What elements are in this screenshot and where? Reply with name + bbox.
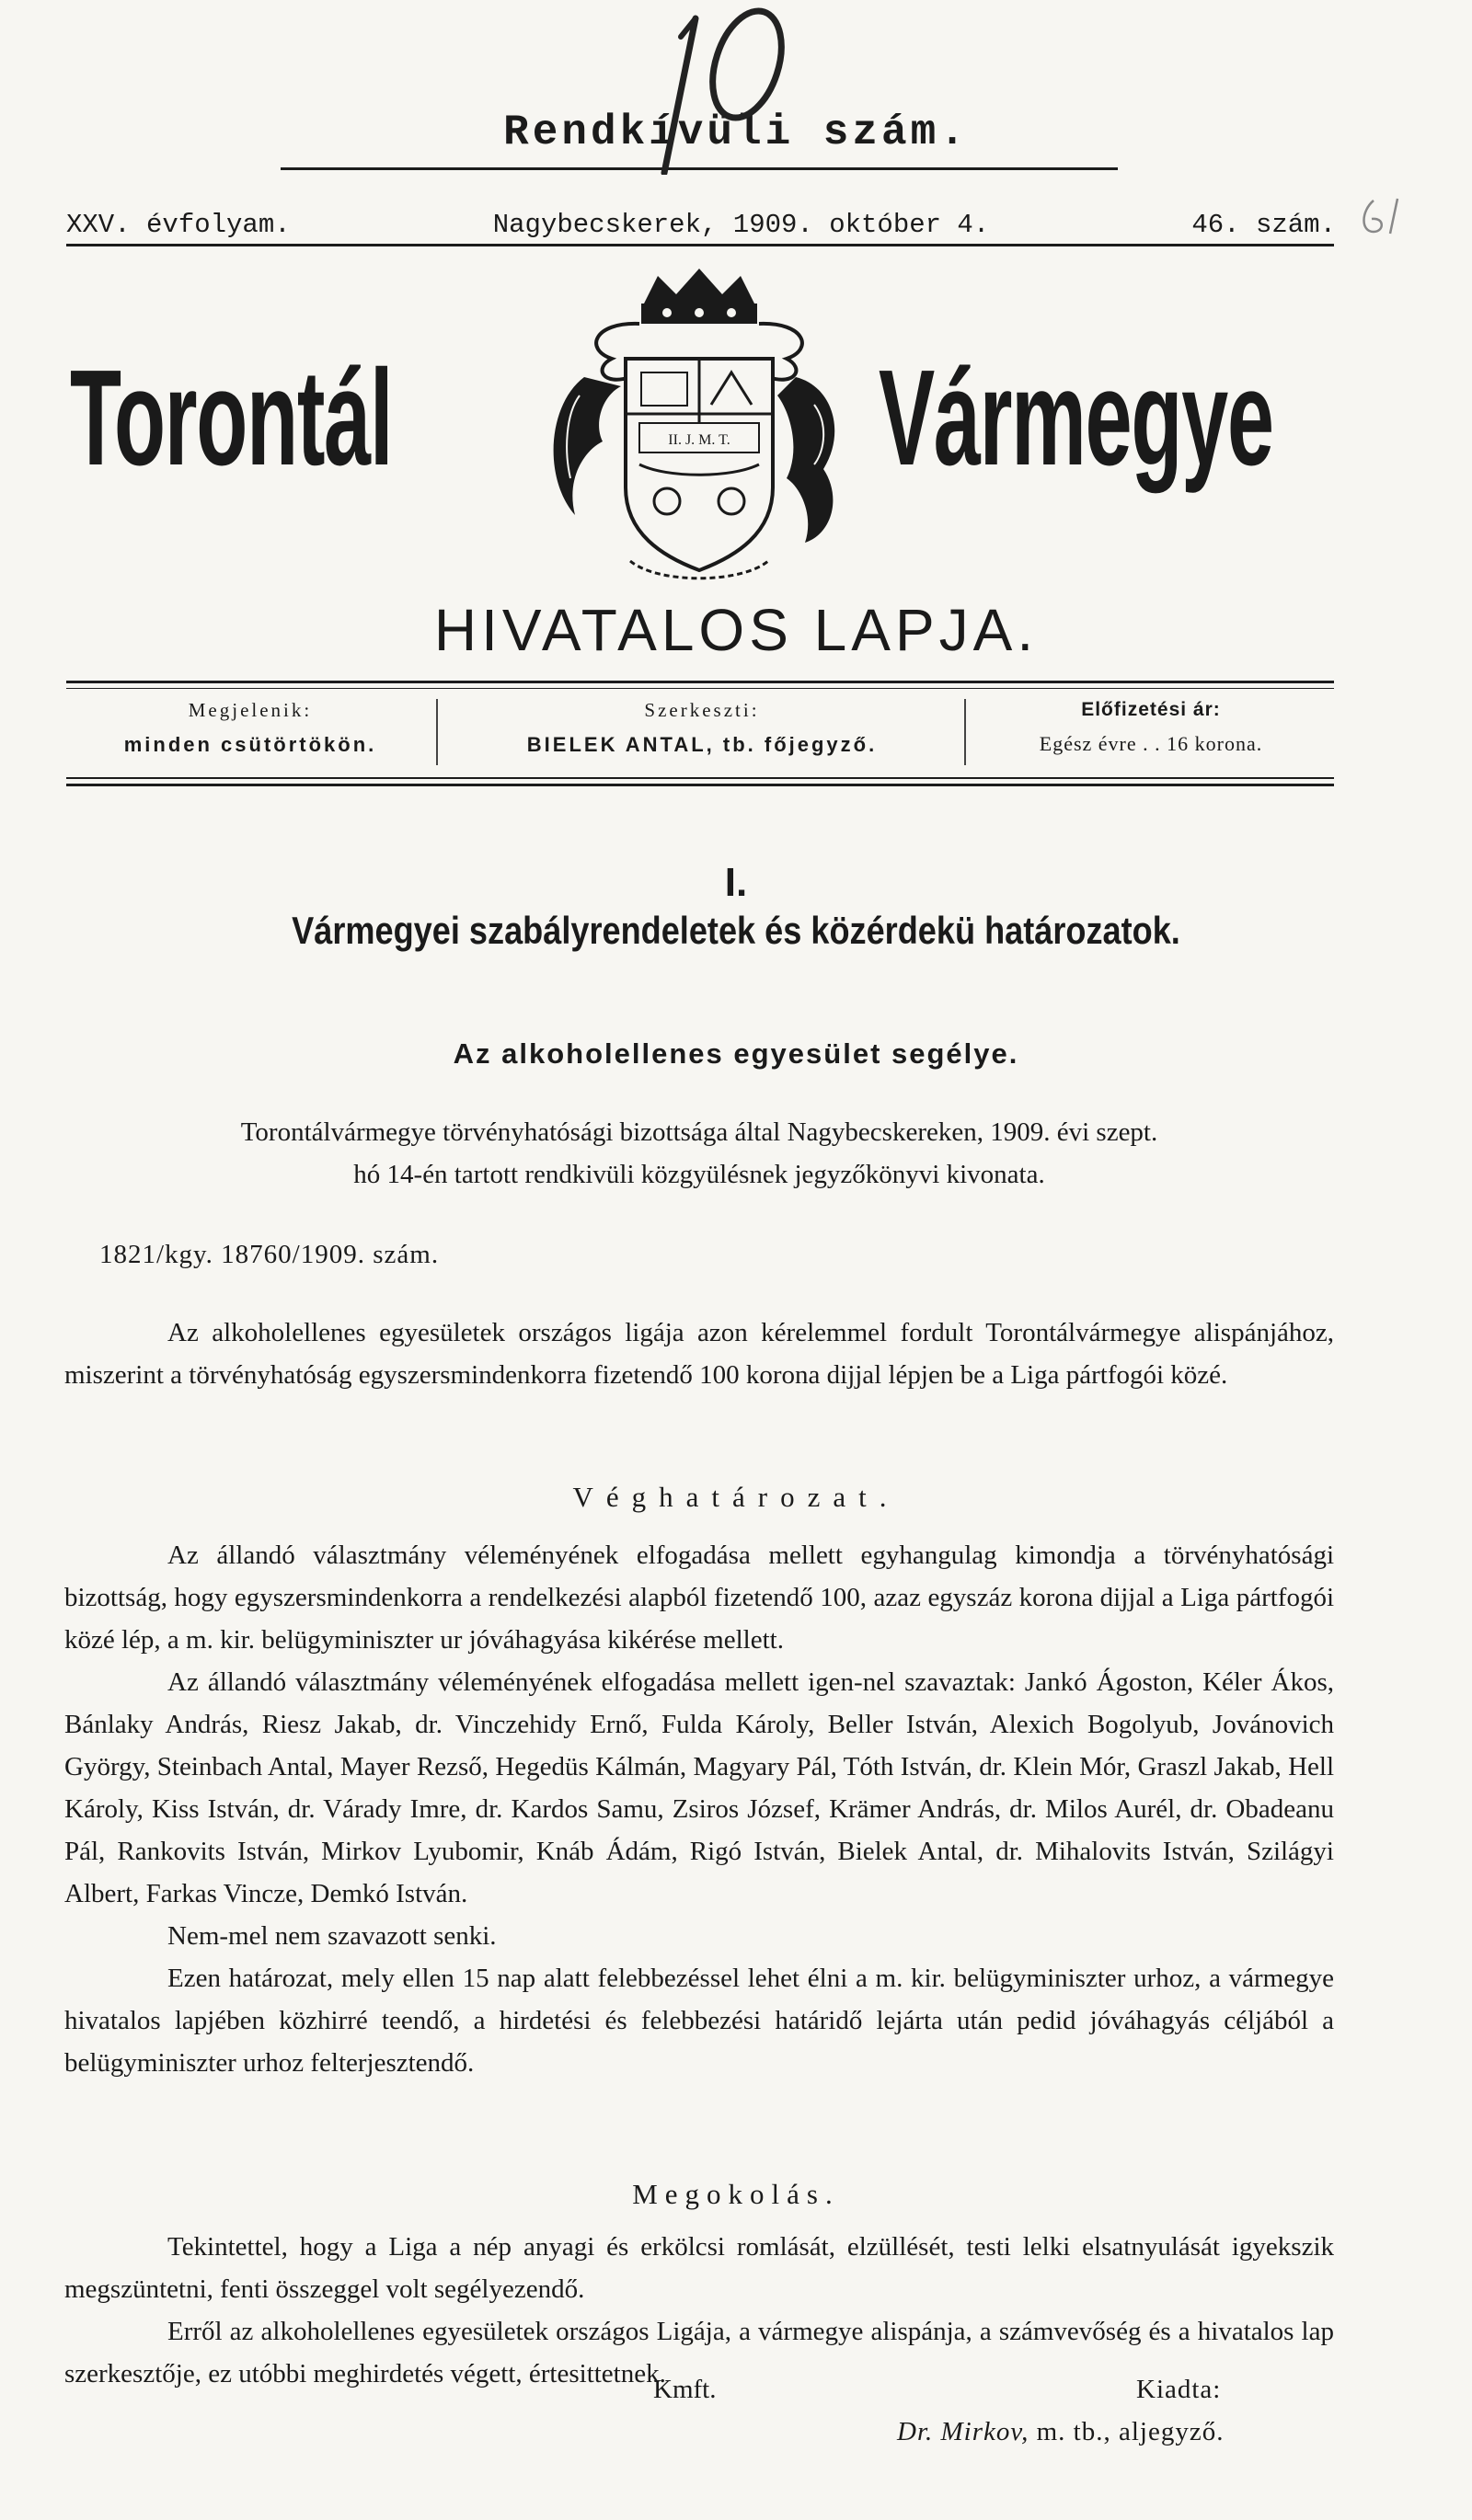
sign-issued: Kiadta:	[1136, 2375, 1222, 2404]
info-subscription	[968, 699, 1334, 756]
editor-value: BIELEK ANTAL, tb. főjegyző.	[526, 733, 878, 756]
info-bar-bottom-rule-2	[66, 784, 1334, 786]
masthead-subtitle: HIVATALOS LAPJA.	[433, 597, 1039, 663]
info-bar-bottom-rule-1	[66, 777, 1334, 779]
reasoning-body	[64, 2226, 1334, 2395]
resolution-paragraph-4: Ezen határozat, mely ellen 15 nap alatt felebbezéssel lehet élni a m. kir. belügyminiszter urhoz, a vármegye hivatalos lapjében közhirré teendő, a hirdetési és felebbezési határidő lejárta után pedid jóváhagyás céljából a belügyminiszter urhoz felterjesztendő.	[64, 1964, 1334, 2078]
intro-line-2: hó 14-én tartott rendkivüli közgyülésnek jegyzőkönyvi kivonata.	[353, 1160, 1045, 1189]
special-issue-label: Rendkívüli szám.	[503, 109, 969, 156]
published-label: Megjelenik:	[188, 699, 313, 721]
subscription-value: Egész évre . . 16 korona.	[1039, 732, 1263, 755]
signatory-name: Dr. Mirkov,	[897, 2417, 1029, 2446]
reasoning-paragraph-2: Erről az alkoholellenes egyesületek országos Ligája, a vármegye alispánja, a számvevőség és a hivatalos lap szerkesztője, ez utóbbi meghirdetés végett, értesittetnek.	[64, 2317, 1334, 2388]
subscription-label: Előfizetési ár:	[1081, 699, 1221, 720]
editor-label: Szerkeszti:	[644, 699, 760, 721]
info-published	[66, 699, 434, 757]
article-title: Az alkoholellenes egyesület segélye.	[453, 1037, 1019, 1070]
published-value: minden csütörtökön.	[123, 733, 377, 756]
place-date: Nagybecskerek, 1909. október 4.	[492, 210, 990, 240]
resolution-paragraph-3: Nem-mel nem szavazott senki.	[167, 1921, 497, 1951]
section-number: I.	[724, 860, 748, 905]
info-divider-1	[436, 699, 438, 765]
signatory-title: m. tb., aljegyző.	[1036, 2417, 1225, 2446]
info-editor	[440, 699, 964, 757]
header-rule	[66, 244, 1334, 246]
crest-initials: II. J. M. T.	[668, 432, 730, 448]
reference-number: 1821/kgy. 18760/1909. szám.	[99, 1240, 440, 1269]
intro-line-1: Torontálvármegye törvényhatósági bizottsága által Nagybecskereken, 1909. évi szept.	[240, 1117, 1158, 1147]
volume-label: XXV. évfolyam.	[66, 210, 291, 240]
resolution-paragraph-1: Az állandó választmány véleményének elfogadása mellett egyhangulag kimondja a törvényhatósági bizottság, hogy egyszersmindenkorra a rendelkezési alapból fizetendő 100, azaz egyszáz korona dijjal a Liga pártfogói közé lép, a m. kir. belügyminiszter ur jóváhagyása kikérése mellett.	[64, 1541, 1334, 1655]
coat-of-arms-crest	[538, 267, 860, 589]
issue-number: 46. szám.	[1191, 210, 1336, 240]
info-divider-2	[964, 699, 966, 765]
article-intro	[64, 1111, 1334, 1196]
masthead-left-word: Torontál	[70, 342, 393, 494]
masthead-right-word: Vármegye	[879, 342, 1273, 494]
resolution-heading: Véghatározat.	[572, 1481, 900, 1513]
volume-row	[66, 210, 1336, 240]
resolution-body	[64, 1534, 1334, 2084]
sign-kmft: Kmft.	[653, 2375, 717, 2404]
info-bar-top-rule-2	[66, 688, 1334, 689]
pencil-note	[1357, 195, 1412, 239]
handwritten-number	[644, 0, 791, 175]
signatory	[897, 2417, 1224, 2447]
info-bar-top-rule-1	[66, 681, 1334, 683]
section-title: Vármegyei szabályrendeletek és közérdekü határozatok.	[292, 909, 1180, 952]
reasoning-heading: Megokolás.	[632, 2178, 840, 2210]
resolution-paragraph-2: Az állandó választmány véleményének elfogadása mellett igen-nel szavaztak: Jankó Ágoston, Kéler Ákos, Bánlaky András, Riesz Jakab, dr. Vinczehidy Ernő, Fulda Károly, Beller István, Alexich Bogolyub, Jovánovich György, Steinbach Antal, Mayer Rezső, Hegedüs Kálmán, Magyary Pál, Tóth István, dr. Klein Mór, Graszl Jakab, Hell Károly, Kiss István, dr. Várady Imre, dr. Kardos Samu, Zsiros József, Krämer András, dr. Milos Aurél, dr. Obadeanu Pál, Rankovits István, Mirkov Lyubomir, Knáb Ádám, Rigó István, Bielek Antal, dr. Mihalovits István, Szilágyi Albert, Farkas Vincze, Demkó István.	[64, 1667, 1334, 1908]
reasoning-paragraph-1: Tekintettel, hogy a Liga a nép anyagi és erkölcsi romlását, elzüllését, testi lelki elsatnyulását igyekszik megszüntetni, fenti összeggel volt segélyezendő.	[64, 2232, 1334, 2304]
request-paragraph: Az alkoholellenes egyesületek országos ligája azon kérelemmel fordult Torontálvármegye alispánjához, miszerint a törvényhatóság egyszersmindenkorra fizetendő 100 korona dijjal lépjen be a Liga pártfogói közé.	[64, 1318, 1334, 1390]
